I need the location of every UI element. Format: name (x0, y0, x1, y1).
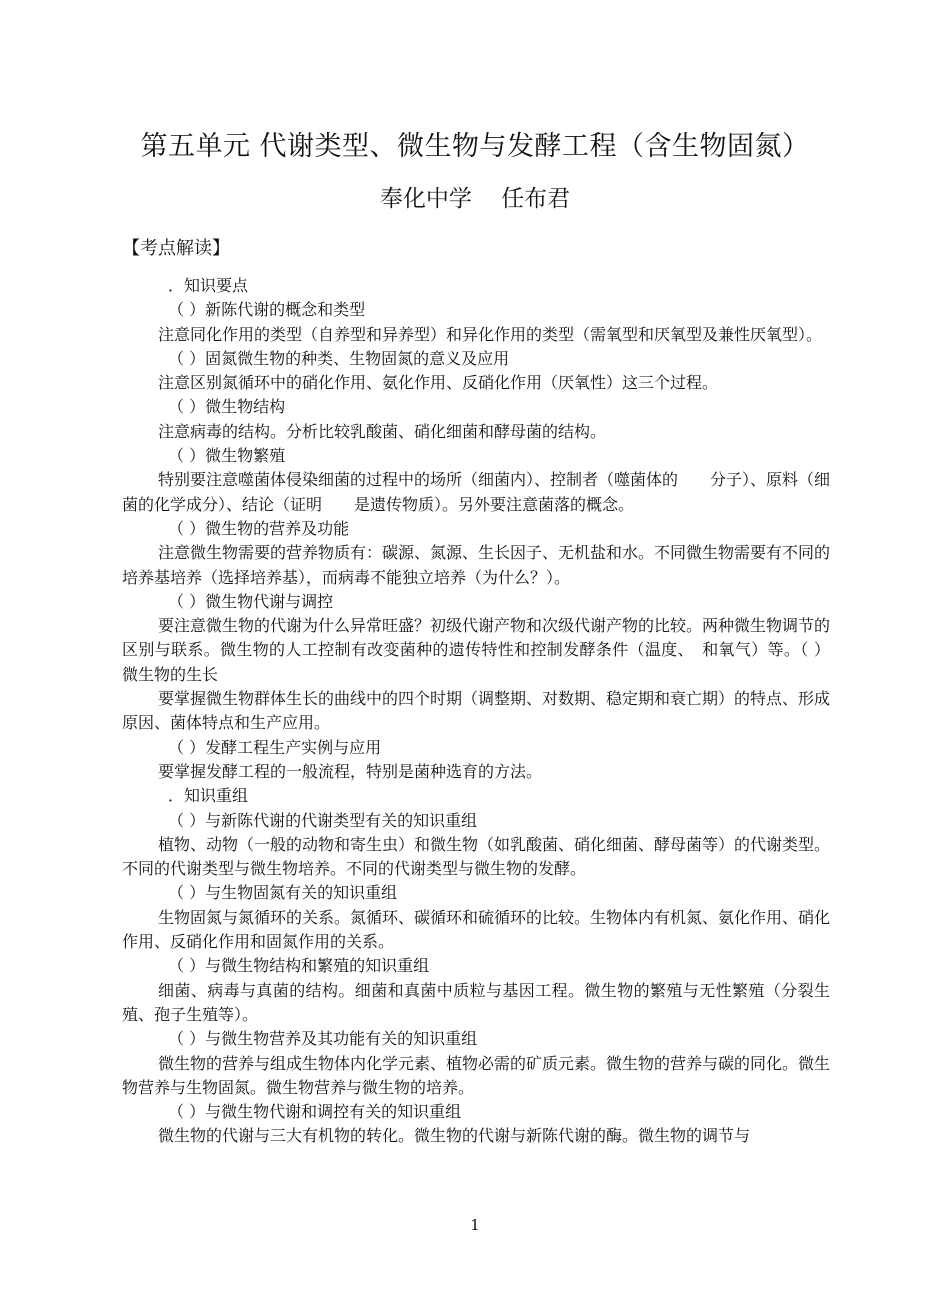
paragraph: 植物、动物（一般的动物和寄生虫）和微生物（如乳酸菌、硝化细菌、酵母菌等）的代谢类型。不同的代谢类型与微生物培养。不同的代谢类型与微生物的发酵。 (122, 834, 831, 879)
paragraph: 微生物的营养与组成生物体内化学元素、植物必需的矿质元素。微生物的营养与碳的同化。微生物营养与生物固氮。微生物营养与微生物的培养。 (122, 1053, 831, 1097)
document-body (122, 274, 830, 1149)
paragraph: 微生物的代谢与三大有机物的转化。微生物的代谢与新陈代谢的酶。微生物的调节与 (158, 1126, 751, 1146)
section-heading: ．知识要点 (168, 276, 249, 295)
subsection-heading: （ ）固氮微生物的种类、生物固氮的意义及应用 (168, 348, 510, 368)
subsection-heading: （ ）新陈代谢的概念和类型 (168, 300, 366, 320)
subsection-heading: （ ）与微生物营养及其功能有关的知识重组 (168, 1029, 478, 1049)
paragraph: 要注意微生物的代谢为什么异常旺盛？初级代谢产物和次级代谢产物的比较。两种微生物调节的区别与联系。微生物的人工控制有改变菌种的遗传特性和控制发酵条件（温度、 和氧气）等。（ ）微生物的生长 (122, 616, 831, 684)
paragraph: 注意同化作用的类型（自养型和异养型）和异化作用的类型（需氧型和厌氧型及兼性厌氧型）。 (158, 324, 823, 344)
document-title: 第五单元 代谢类型、微生物与发酵工程（含生物固氮） (140, 131, 810, 162)
paragraph: 注意病毒的结构。分析比较乳酸菌、硝化细菌和酵母菌的结构。 (158, 421, 607, 441)
subsection-heading: （ ）微生物结构 (168, 397, 286, 417)
paragraph: 要掌握发酵工程的一般流程，特别是菌种选育的方法。 (158, 761, 543, 781)
subsection-heading: （ ）微生物代谢与调控 (168, 591, 334, 611)
subsection-heading: （ ）与微生物代谢和调控有关的知识重组 (168, 1102, 462, 1122)
document-author: 奉化中学 任布君 (379, 186, 571, 212)
page-number: 1 (470, 1216, 480, 1234)
subsection-heading: （ ）与新陈代谢的代谢类型有关的知识重组 (168, 810, 478, 830)
paragraph: 细菌、病毒与真菌的结构。细菌和真菌中质粒与基因工程。微生物的繁殖与无性繁殖（分裂生殖、孢子生殖等）。 (122, 980, 830, 1024)
subsection-heading: （ ）与微生物结构和繁殖的知识重组 (168, 956, 430, 976)
section-label: 【考点解读】 (122, 238, 230, 259)
subsection-heading: （ ）微生物繁殖 (168, 446, 286, 466)
paragraph: 特别要注意噬菌体侵染细菌的过程中的场所（细菌内）、控制者（噬菌体的 分子）、原料（细菌的化学成分）、结论（证明 是遗传物质）。另外要注意菌落的概念。 (122, 470, 831, 514)
section-heading: ．知识重组 (168, 786, 249, 806)
subsection-heading: （ ）发酵工程生产实例与应用 (168, 737, 382, 757)
paragraph: 要掌握微生物群体生长的曲线中的四个时期（调整期、对数期、稳定期和衰亡期）的特点、形成原因、菌体特点和生产应用。 (122, 689, 831, 733)
paragraph: 注意区别氮循环中的硝化作用、氨化作用、反硝化作用（厌氧性）这三个过程。 (158, 373, 719, 393)
paragraph: 注意微生物需要的营养物质有：碳源、氮源、生长因子、无机盐和水。不同微生物需要有不同的培养基培养（选择培养基），而病毒不能独立培养（为什么？）。 (122, 543, 831, 587)
subsection-heading: （ ）与生物固氮有关的知识重组 (168, 883, 398, 903)
paragraph: 生物固氮与氮循环的关系。氮循环、碳循环和硫循环的比较。生物体内有机氮、氨化作用、硝化作用、反硝化作用和固氮作用的关系。 (122, 907, 831, 952)
subsection-heading: （ ）微生物的营养及功能 (168, 518, 350, 538)
